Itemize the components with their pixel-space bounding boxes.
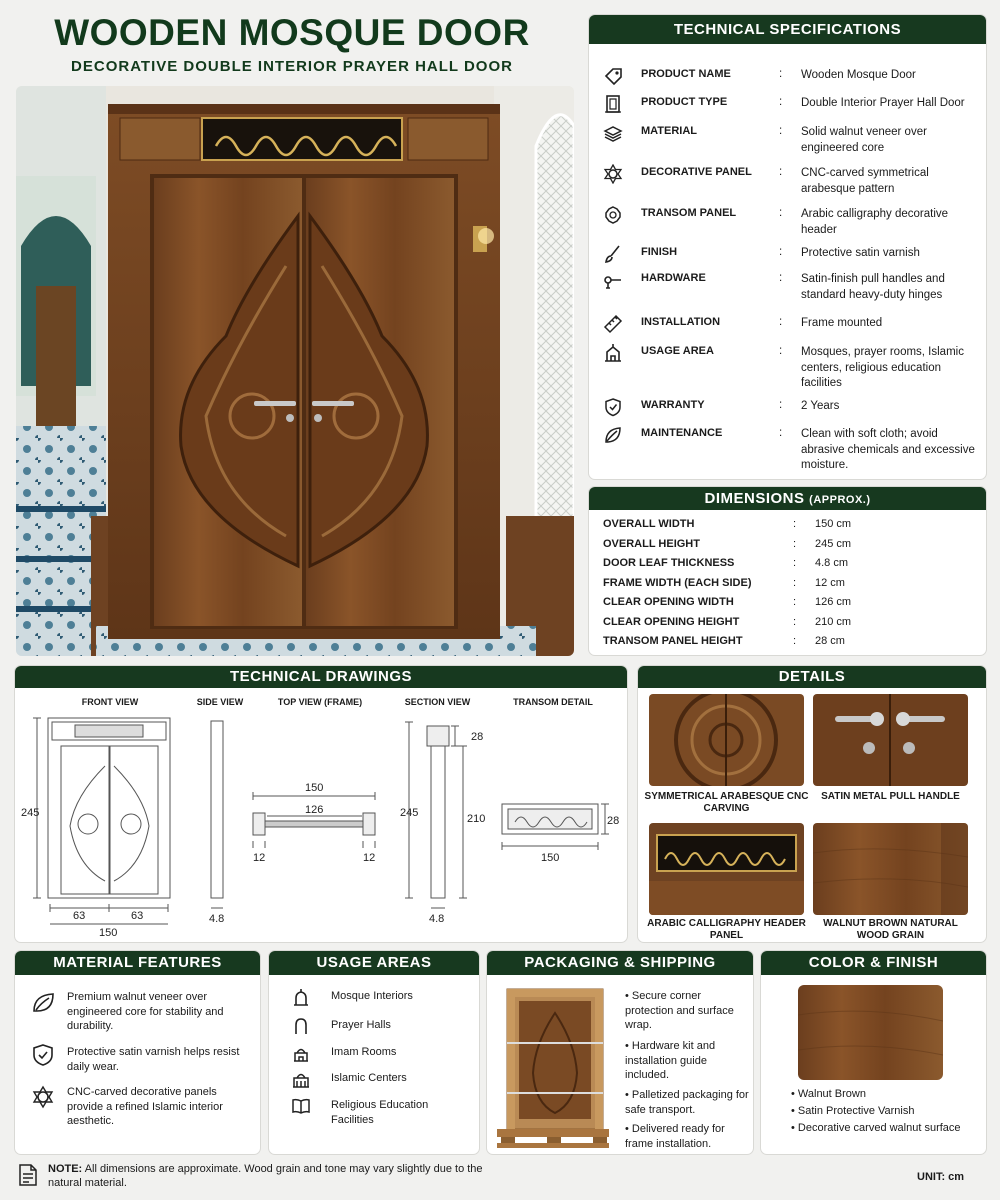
- spec-value: Frame mounted: [801, 317, 883, 329]
- spec-value: Solid walnut veneer over engineered core: [801, 126, 927, 154]
- usage-item: Imam Rooms: [331, 1046, 397, 1058]
- spec-label: WARRANTY: [641, 399, 705, 411]
- drawings-canvas: [15, 666, 629, 944]
- top-frame-left-dim: 12: [253, 852, 266, 864]
- spec-separator: :: [779, 96, 783, 108]
- finish-item: • Decorative carved walnut surface: [791, 1122, 961, 1134]
- spec-separator: :: [779, 125, 783, 137]
- usage-item: Religious Education Facilities: [331, 1099, 429, 1126]
- wood-grain-detail-image: [813, 823, 968, 915]
- material-heading: MATERIAL FEATURES: [15, 951, 260, 975]
- leaf-icon: [31, 991, 57, 1015]
- dimension-value: 28 cm: [815, 635, 845, 647]
- document-icon: [18, 1164, 38, 1190]
- spec-value: Double Interior Prayer Hall Door: [801, 97, 965, 109]
- center-building-icon: [291, 1069, 317, 1093]
- material-features-panel: [14, 950, 261, 1155]
- spec-label: FINISH: [641, 246, 678, 258]
- spec-value: Satin-finish pull handles and standard heavy-duty hinges: [801, 273, 945, 301]
- carving-detail-image: [649, 694, 804, 786]
- dimension-separator: :: [793, 596, 797, 608]
- top-view-label: TOP VIEW (FRAME): [277, 697, 363, 707]
- mosque-icon: [603, 343, 625, 363]
- finish-item: • Walnut Brown: [791, 1088, 866, 1100]
- crate-image: [495, 983, 609, 1149]
- dimension-value: 245 cm: [815, 537, 852, 550]
- spec-value: 2 Years: [801, 400, 840, 412]
- dimension-label: FRAME WIDTH (EACH SIDE): [603, 576, 752, 589]
- top-view-frame-right: [363, 813, 375, 835]
- specs-heading: TECHNICAL SPECIFICATIONS: [589, 15, 986, 44]
- front-width-dim: 150: [99, 927, 118, 939]
- dimension-label: TRANSOM PANEL HEIGHT: [603, 635, 743, 647]
- transom-width-dim: 150: [541, 852, 560, 864]
- hero-door-photo: [16, 86, 574, 656]
- mosque-dome-icon: [291, 987, 317, 1011]
- front-view-label: FRONT VIEW: [81, 697, 139, 707]
- top-clear-dim: 126: [305, 804, 324, 816]
- spec-separator: :: [779, 399, 783, 411]
- spec-value: Arabic calligraphy decorative header: [801, 208, 949, 236]
- spec-label: HARDWARE: [641, 272, 706, 284]
- details-heading: DETAILS: [638, 666, 986, 688]
- packaging-item: • Palletized packaging for safe transport.: [625, 1089, 749, 1116]
- transom-height-dim: 28: [607, 815, 620, 827]
- rosette-icon: [603, 164, 625, 184]
- material-item-2: Protective satin varnish helps resist daily wear.: [67, 1046, 240, 1073]
- spec-separator: :: [779, 272, 783, 284]
- dimension-separator: :: [793, 576, 797, 589]
- page-subtitle: DECORATIVE DOUBLE INTERIOR PRAYER HALL DOOR: [71, 58, 513, 75]
- spec-separator: :: [779, 427, 783, 439]
- section-opening-dim: 210: [467, 813, 486, 825]
- drawings-heading: TECHNICAL DRAWINGS: [15, 666, 627, 688]
- section-transom-dim: 28: [471, 731, 484, 743]
- spec-separator: :: [779, 166, 783, 178]
- spec-label: PRODUCT TYPE: [641, 96, 728, 108]
- unit-label: UNIT: cm: [917, 1171, 965, 1183]
- packaging-item: • Hardware kit and installation guide included.: [625, 1040, 716, 1081]
- spec-separator: :: [779, 246, 783, 258]
- front-height-dim: 245: [21, 807, 40, 819]
- dimensions-panel: [588, 486, 987, 656]
- dimensions-title: DIMENSIONS: [704, 490, 805, 507]
- packaging-heading: PACKAGING & SHIPPING: [487, 951, 753, 975]
- ruler-icon: [603, 314, 625, 334]
- section-thickness-dim: 4.8: [429, 913, 445, 925]
- wood-grain-detail-caption: WALNUT BROWN NATURAL WOOD GRAIN: [823, 918, 958, 941]
- handle-icon: [603, 270, 625, 290]
- section-view-outline: [431, 726, 445, 898]
- section-view-label: SECTION VIEW: [404, 697, 471, 707]
- dimension-label: CLEAR OPENING HEIGHT: [603, 615, 740, 628]
- note-label: NOTE:: [48, 1163, 83, 1175]
- front-half-width-right: 63: [131, 910, 144, 922]
- packaging-item: • Delivered ready for frame installation.: [625, 1123, 725, 1150]
- section-height-dim: 245: [400, 807, 419, 819]
- transom-detail-label: TRANSOM DETAIL: [513, 697, 593, 707]
- calligraphy-detail-image: [649, 823, 804, 915]
- usage-item: Mosque Interiors: [331, 990, 413, 1002]
- dimension-separator: :: [793, 518, 797, 530]
- layers-icon: [603, 123, 625, 143]
- carving-detail-caption: SYMMETRICAL ARABESQUE CNC CARVING: [644, 791, 809, 814]
- spec-separator: :: [779, 68, 783, 80]
- color-finish-panel: [760, 950, 987, 1155]
- usage-areas-panel: [268, 950, 480, 1155]
- spec-label: TRANSOM PANEL: [641, 207, 737, 219]
- dimension-label: OVERALL HEIGHT: [603, 537, 700, 550]
- shield-check-icon: [603, 397, 625, 417]
- spec-value: Protective satin varnish: [801, 247, 920, 259]
- tag-icon: [603, 66, 625, 86]
- dimension-label: DOOR LEAF THICKNESS: [603, 557, 735, 569]
- spec-label: DECORATIVE PANEL: [641, 166, 752, 178]
- note-text: All dimensions are approximate. Wood grain and tone may vary slightly due to the natural material.: [48, 1163, 483, 1189]
- top-overall-dim: 150: [305, 782, 324, 794]
- top-view-frame-left: [253, 813, 265, 835]
- spec-separator: :: [779, 345, 783, 357]
- side-thickness-dim: 4.8: [209, 913, 225, 925]
- page-title: WOODEN MOSQUE DOOR: [54, 12, 530, 53]
- spec-separator: :: [779, 207, 783, 219]
- dimension-label: CLEAR OPENING WIDTH: [603, 596, 734, 608]
- spec-value: CNC-carved symmetrical arabesque pattern: [801, 167, 929, 195]
- spec-value: Clean with soft cloth; avoid abrasive chemicals and excessive moisture.: [801, 428, 975, 471]
- open-book-icon: [291, 1096, 317, 1120]
- finish-heading: COLOR & FINISH: [761, 951, 986, 975]
- front-half-width-left: 63: [73, 910, 86, 922]
- dimension-label: OVERALL WIDTH: [603, 518, 695, 530]
- dimension-value: 150 cm: [815, 518, 852, 530]
- dimensions-heading: [589, 487, 986, 510]
- dimension-value: 210 cm: [815, 615, 852, 628]
- usage-heading: USAGE AREAS: [269, 951, 479, 975]
- shield-check-icon: [31, 1043, 57, 1067]
- spec-value: Mosques, prayer rooms, Islamic centers, religious education facilities: [801, 346, 964, 389]
- finish-item: • Satin Protective Varnish: [791, 1105, 915, 1117]
- calligraphy-detail-caption: ARABIC CALLIGRAPHY HEADER PANEL: [647, 918, 806, 941]
- dimension-value: 4.8 cm: [815, 557, 849, 569]
- dimension-separator: :: [793, 615, 797, 628]
- spec-label: MATERIAL: [641, 125, 698, 137]
- rosette-icon: [31, 1085, 57, 1109]
- handle-detail-image: [813, 694, 968, 786]
- door-frame-icon: [603, 94, 625, 114]
- material-item-1: Premium walnut veneer over engineered core for stability and durability.: [67, 991, 224, 1032]
- technical-specifications-panel: [588, 14, 987, 480]
- spec-label: USAGE AREA: [641, 345, 714, 357]
- spec-value: Wooden Mosque Door: [801, 69, 916, 81]
- packaging-item: • Secure corner protection and surface wrap.: [625, 990, 734, 1031]
- dimension-separator: :: [793, 537, 797, 550]
- handle-detail-caption: SATIN METAL PULL HANDLE: [821, 791, 960, 802]
- dimension-separator: :: [793, 557, 797, 569]
- technical-drawings-panel: [14, 665, 628, 943]
- side-view-outline: [211, 721, 223, 898]
- dimension-value: 126 cm: [815, 596, 852, 608]
- brush-icon: [603, 244, 625, 264]
- spec-label: PRODUCT NAME: [641, 68, 731, 80]
- medallion-icon: [603, 205, 625, 225]
- packaging-panel: [486, 950, 754, 1155]
- dimension-separator: :: [793, 635, 797, 647]
- usage-item: Prayer Halls: [331, 1019, 391, 1031]
- details-panel: [637, 665, 987, 943]
- leaf-icon: [603, 425, 625, 445]
- material-item-3: CNC-carved decorative panels provide a refined Islamic interior aesthetic.: [67, 1086, 223, 1127]
- walnut-swatch: [798, 985, 943, 1080]
- usage-item: Islamic Centers: [331, 1072, 407, 1084]
- small-mosque-icon: [291, 1043, 317, 1067]
- dimensions-approx: (APPROX.): [809, 494, 871, 506]
- spec-separator: :: [779, 316, 783, 328]
- spec-label: MAINTENANCE: [641, 427, 723, 439]
- arch-icon: [291, 1016, 317, 1040]
- top-frame-right-dim: 12: [363, 852, 376, 864]
- side-view-label: SIDE VIEW: [196, 697, 244, 707]
- dimension-value: 12 cm: [815, 576, 845, 589]
- spec-label: INSTALLATION: [641, 316, 721, 328]
